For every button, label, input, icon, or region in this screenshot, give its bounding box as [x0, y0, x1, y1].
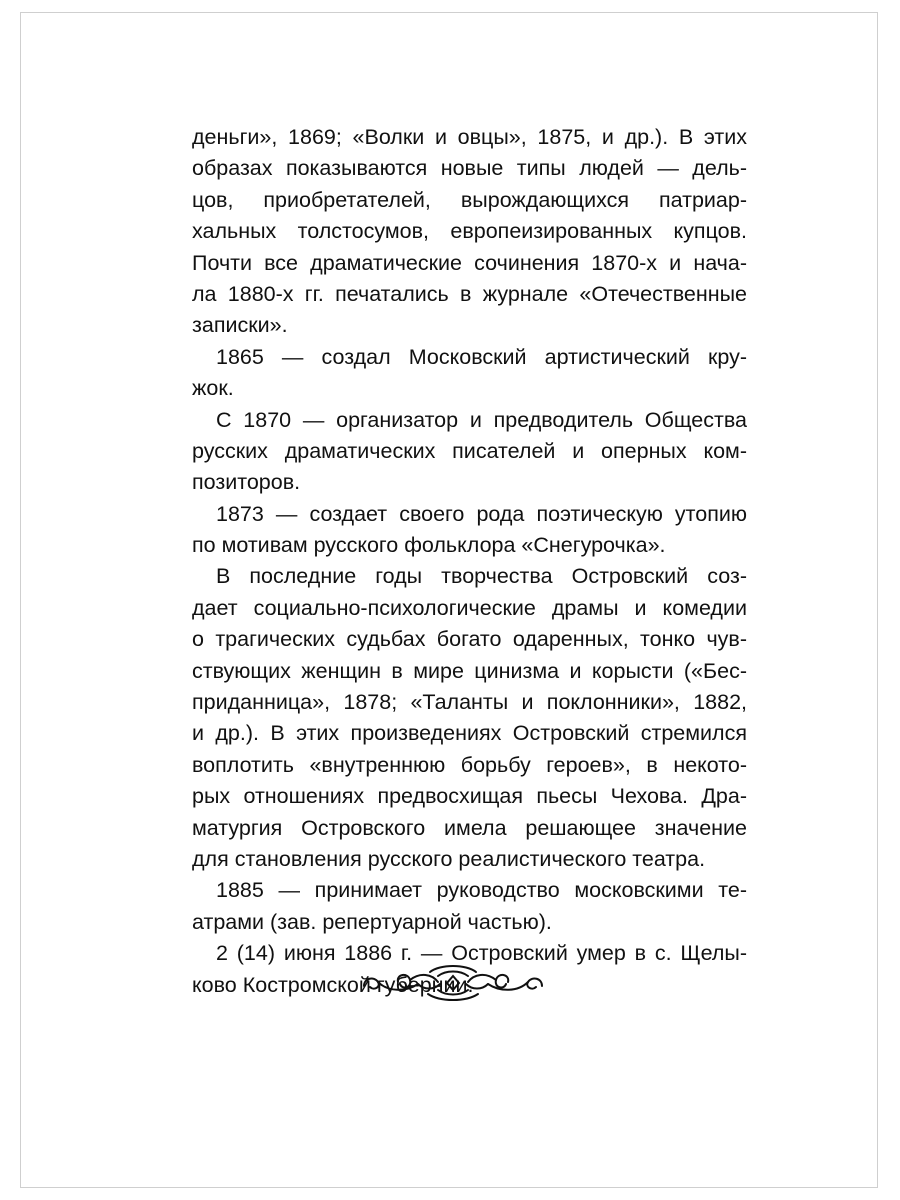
page-text — [192, 122, 747, 1001]
text-line: ствующих женщин в мире цинизма и корысти («Бес- — [192, 658, 747, 683]
text-line: приданница», 1878; «Таланты и поклонники», 1882, — [192, 690, 747, 715]
text-line: дает социально-психологические драмы и комедии — [192, 595, 747, 620]
text-line: воплотить «внутреннюю борьбу героев», в некото- — [192, 752, 747, 777]
text-line: ково Костромской губернии. — [192, 972, 474, 997]
text-line: 1865 — создал Московский артистический кру- — [216, 344, 747, 369]
text-line: о трагических судьбах богато одаренных, тонко чув- — [192, 627, 747, 652]
text-line: В последние годы творчества Островский соз- — [216, 564, 747, 589]
text-line: ла 1880-х гг. печатались в журнале «Отечественные — [192, 281, 747, 306]
text-line: атрами (зав. репертуарной частью). — [192, 909, 552, 934]
text-line: 1873 — создает своего рода поэтическую утопию — [216, 501, 747, 526]
text-line: С 1870 — организатор и предводитель Общества — [216, 407, 747, 432]
text-line: позиторов. — [192, 470, 301, 495]
text-line: жок. — [192, 376, 234, 401]
text-line: 1885 — принимает руководство московскими те- — [216, 878, 747, 903]
text-line: русских драматических писателей и оперных ком- — [192, 438, 747, 463]
text-line: и др.). В этих произведениях Островский стремился — [192, 721, 747, 746]
text-line: по мотивам русского фольклора «Снегурочка». — [192, 533, 666, 558]
text-line: матургия Островского имела решающее значение — [192, 815, 747, 840]
text-line: цов, приобретателей, вырождающихся патриар- — [192, 187, 747, 212]
flourish-divider-icon — [358, 960, 548, 1008]
text-line: рых отношениях предвосхищая пьесы Чехова. Дра- — [192, 784, 747, 809]
text-line: Почти все драматические сочинения 1870-х и нача- — [192, 250, 747, 275]
text-line: хальных толстосумов, европеизированных купцов. — [192, 219, 747, 244]
text-line: образах показываются новые типы людей — дель- — [192, 156, 747, 181]
text-line: деньги», 1869; «Волки и овцы», 1875, и др.). В этих — [192, 125, 747, 149]
text-line: для становления русского реалистического театра. — [192, 846, 706, 871]
text-line: 2 (14) июня 1886 г. — Островский умер в с. Щелы- — [216, 941, 747, 966]
text-line: записки». — [192, 313, 288, 338]
